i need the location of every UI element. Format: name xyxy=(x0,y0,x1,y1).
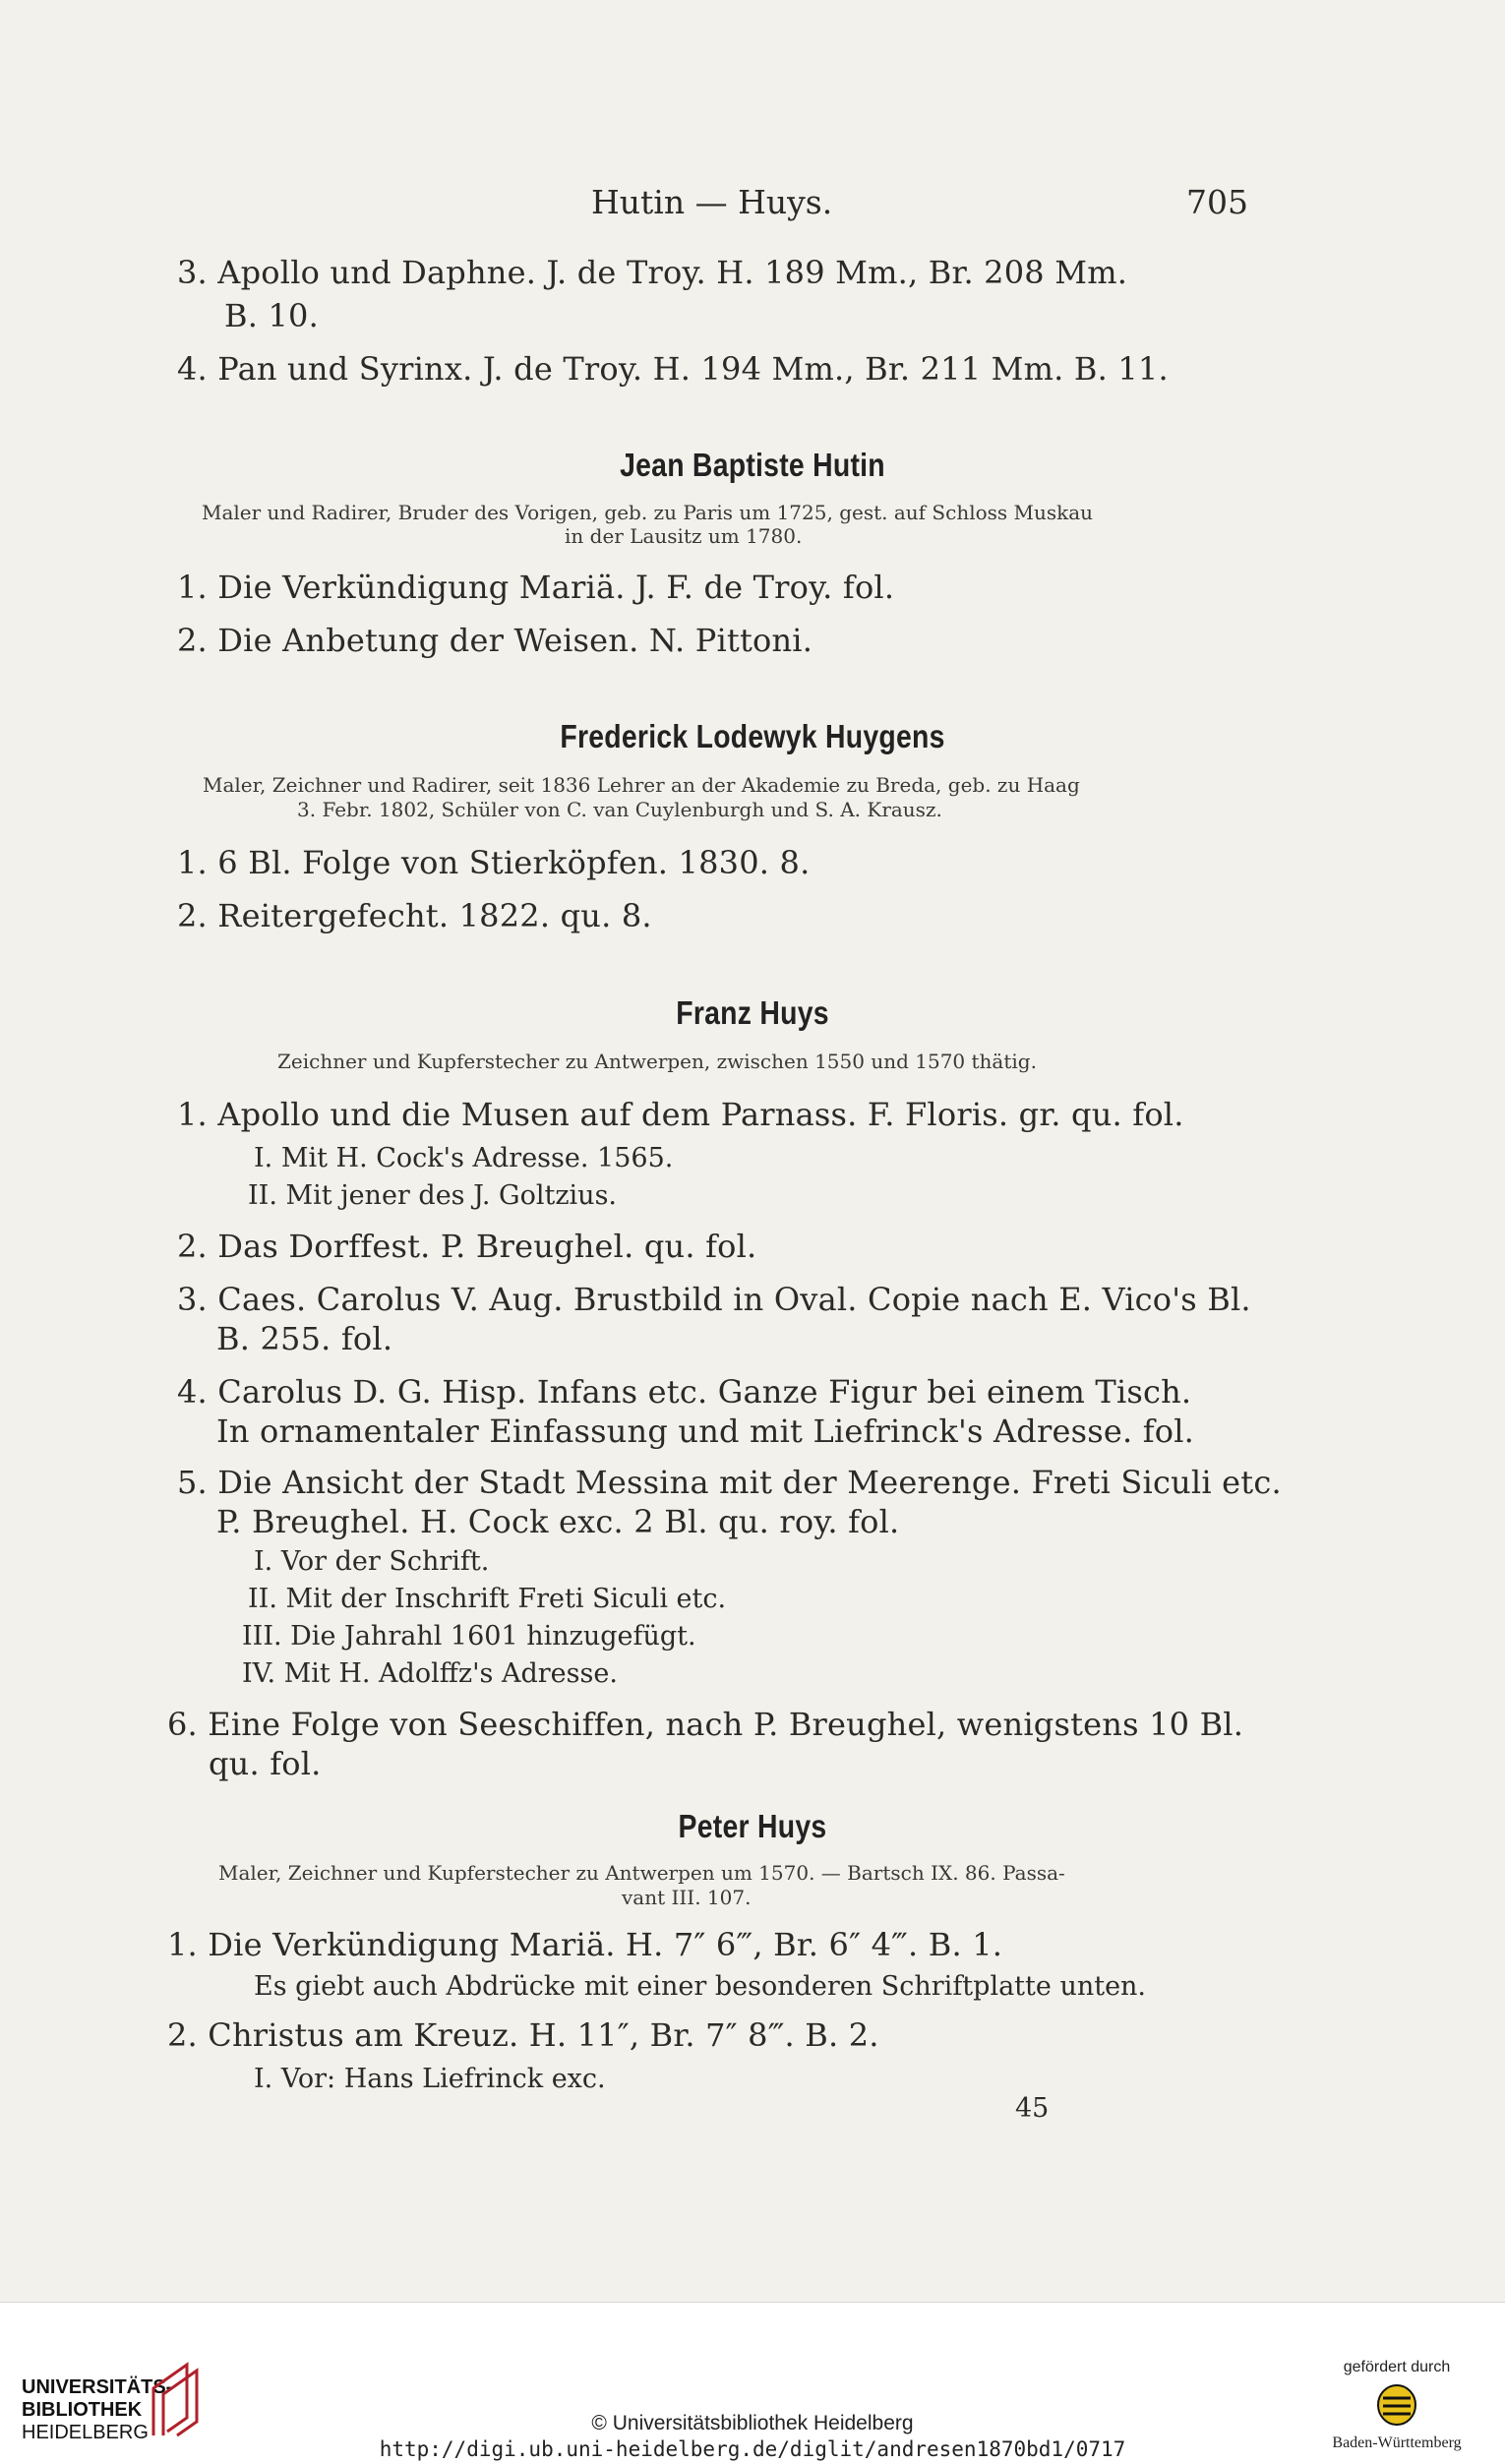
artist-bio-cont: in der Lausitz um 1780. xyxy=(565,524,803,548)
coat-of-arms-icon xyxy=(1375,2382,1418,2428)
entry-continuation: B. 10. xyxy=(224,297,319,334)
entry-text: 2. Reitergefecht. 1822. qu. 8. xyxy=(177,897,652,934)
entry-text: 2. Christus am Kreuz. H. 11″, Br. 7″ 8‴. B. 2. xyxy=(167,2016,879,2054)
artist-name: Peter Huys xyxy=(678,1808,827,1844)
artist-bio: Maler und Radirer, Bruder des Vorigen, geb. zu Paris um 1725, gest. auf Schloss Muskau xyxy=(202,501,1094,524)
entry-text: 1. Die Verkündigung Mariä. J. F. de Troy. fol. xyxy=(177,569,895,606)
entry-continuation: B. 255. fol. xyxy=(216,1320,393,1357)
entry-text: 4. Carolus D. G. Hisp. Infans etc. Ganze Figur bei einem Tisch. xyxy=(177,1373,1192,1411)
state-line: I. Vor: Hans Liefrinck exc. xyxy=(254,2064,606,2094)
library-name-line2: BIBLIOTHEK xyxy=(22,2399,143,2421)
state-line: III. Die Jahrahl 1601 hinzugefügt. xyxy=(242,1621,696,1652)
entry-text: 6. Eine Folge von Seeschiffen, nach P. Breughel, wenigstens 10 Bl. xyxy=(167,1706,1244,1743)
entry-text: 1. 6 Bl. Folge von Stierköpfen. 1830. 8. xyxy=(177,844,811,881)
entry-continuation: In ornamentaler Einfassung und mit Liefrinck's Adresse. fol. xyxy=(216,1412,1195,1450)
artist-name: Franz Huys xyxy=(676,994,829,1031)
entry-text: 4. Pan und Syrinx. J. de Troy. H. 194 Mm., Br. 211 Mm. B. 11. xyxy=(177,350,1169,388)
permalink-url[interactable]: http://digi.ub.uni-heidelberg.de/diglit/andresen1870bd1/0717 xyxy=(379,2437,1126,2461)
artist-bio: Maler, Zeichner und Kupferstecher zu Antwerpen um 1570. — Bartsch IX. 86. Passa- xyxy=(218,1861,1065,1885)
sponsor-name: Baden-Württemberg xyxy=(1332,2434,1462,2451)
entry-text: 2. Das Dorffest. P. Breughel. qu. fol. xyxy=(177,1228,757,1265)
entry-continuation: P. Breughel. H. Cock exc. 2 Bl. qu. roy. fol. xyxy=(216,1503,900,1540)
entry-continuation: qu. fol. xyxy=(209,1745,322,1782)
state-line: II. Mit jener des J. Goltzius. xyxy=(248,1180,618,1211)
state-line: I. Mit H. Cock's Adresse. 1565. xyxy=(254,1143,674,1173)
artist-bio: Maler, Zeichner und Radirer, seit 1836 Lehrer an der Akademie zu Breda, geb. zu Haag xyxy=(203,773,1080,797)
page-number: 705 xyxy=(1186,183,1248,221)
artist-bio-cont: 3. Febr. 1802, Schüler von C. van Cuylenburgh und S. A. Krausz. xyxy=(297,798,942,821)
running-header: Hutin — Huys. xyxy=(591,183,833,221)
entry-text: 5. Die Ansicht der Stadt Messina mit der Meerenge. Freti Siculi etc. xyxy=(177,1464,1282,1501)
entry-note: Es giebt auch Abdrücke mit einer besonderen Schriftplatte unten. xyxy=(254,1971,1147,2002)
entry-text: 3. Caes. Carolus V. Aug. Brustbild in Oval. Copie nach E. Vico's Bl. xyxy=(177,1281,1251,1318)
sponsor-block xyxy=(1308,2359,1485,2452)
state-line: II. Mit der Inschrift Freti Siculi etc. xyxy=(248,1584,727,1614)
library-name-line3: HEIDELBERG xyxy=(22,2422,149,2443)
entry-text: 1. Apollo und die Musen auf dem Parnass. F. Floris. gr. qu. fol. xyxy=(177,1096,1184,1133)
artist-name: Jean Baptiste Hutin xyxy=(620,447,885,483)
copyright-notice: © Universitätsbibliothek Heidelberg xyxy=(591,2412,914,2434)
state-line: IV. Mit H. Adolffz's Adresse. xyxy=(242,1658,618,1689)
entry-text: 3. Apollo und Daphne. J. de Troy. H. 189 Mm., Br. 208 Mm. xyxy=(177,254,1128,291)
artist-name: Frederick Lodewyk Huygens xyxy=(560,718,945,754)
sponsor-label: gefördert durch xyxy=(1343,2359,1451,2375)
printer-signature: 45 xyxy=(1015,2093,1050,2124)
entry-text: 1. Die Verkündigung Mariä. H. 7″ 6‴, Br. 6″ 4‴. B. 1. xyxy=(167,1926,1003,1963)
state-line: I. Vor der Schrift. xyxy=(254,1546,490,1577)
artist-bio: Zeichner und Kupferstecher zu Antwerpen, zwischen 1550 und 1570 thätig. xyxy=(277,1050,1037,1073)
entry-text: 2. Die Anbetung der Weisen. N. Pittoni. xyxy=(177,622,813,659)
library-name-line1: UNIVERSITÄTS- xyxy=(22,2376,173,2398)
artist-bio-cont: vant III. 107. xyxy=(622,1886,752,1909)
